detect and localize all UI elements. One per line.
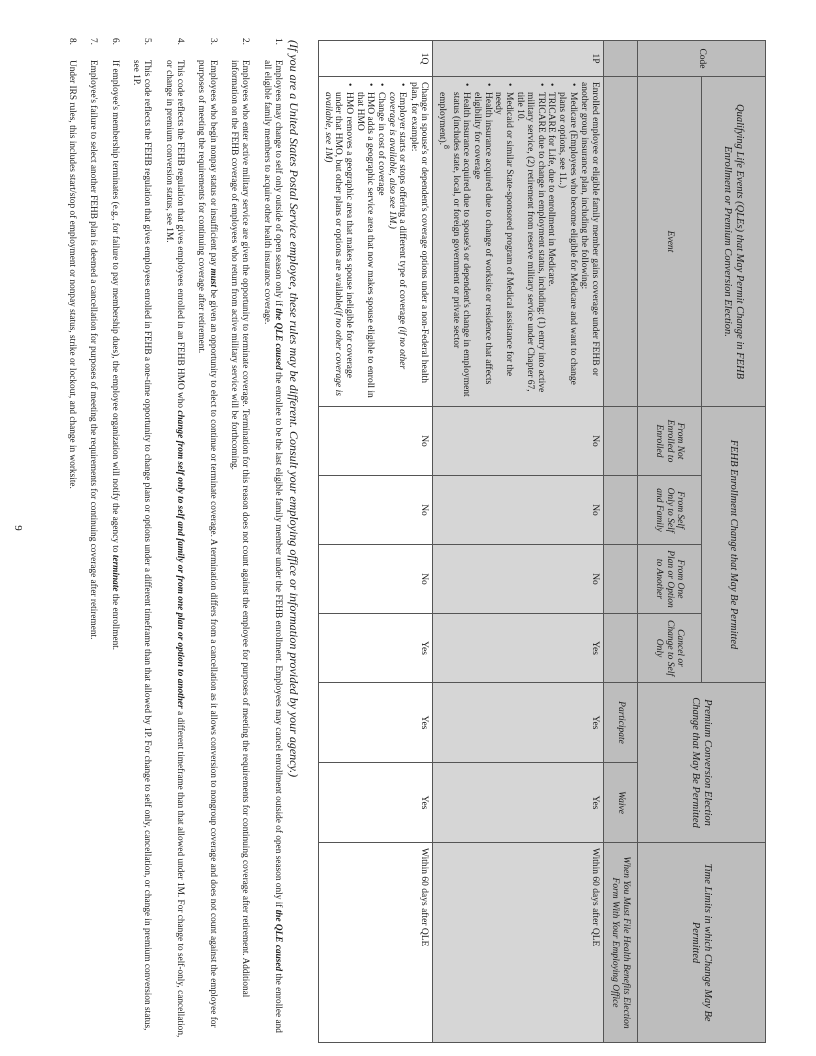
footnote-number: 6. — [109, 38, 120, 45]
qle-table — [318, 40, 766, 1043]
footnote: 5. This code reflects the FEHB regulation that gives employees enrolled in FEHB a one-time opportunity to change plans or options under a different timeframe than that allowed by 1P. For change to self only, cancellation, or change in premium conversion status, see 1P. — [131, 38, 153, 1031]
value-cell: Yes — [433, 763, 604, 843]
fehb-col-header: Cancel or Change to Self Only — [638, 614, 702, 683]
value-cell: No — [433, 476, 604, 545]
footnote: 4. This code reflects the FEHB regulation that gives employees enrolled in an FEHB HMO who change from self only to self and family or from one plan or option to another a different timeframe than that allowed under 1M. For change to self-only, cancellation, or change in premium conversion status, see 1M. — [163, 38, 186, 1038]
fehb-col-header: From Not Enrolled to Enrolled — [638, 407, 702, 476]
event-intro: Enrolled employee or eligible family member gains coverage under FEHB or another group insurance plan, including the following: — [579, 82, 600, 376]
value-cell: No — [319, 545, 433, 614]
table-row — [433, 41, 604, 1043]
pc-col-header: Participate — [604, 683, 638, 763]
fehb-group-header: FEHB Enrollment Change that May Be Permitted — [702, 407, 766, 683]
footnote: 2. Employees who enter active military service are given the opportunity to terminate coverage. Termination for this reason does not count against the employee for purposes of meeting the requirements for continuing coverage after retirement. Additional information on the FEHB coverage of employees who return from active military service will be forthcoming. — [229, 38, 251, 998]
event-item: • Employer starts or stops offering a different type of coverage (if no other coverage is available, also see 1M.) — [386, 92, 407, 401]
value-cell: Yes — [319, 614, 433, 683]
event-cell — [433, 77, 604, 407]
table-title: Qualifying Life Events (QLEs) that May Permit Change in FEHB Enrollment or Premium Conversion Election. — [702, 77, 766, 407]
footnote-number: 3. — [207, 38, 218, 45]
value-cell: Yes — [433, 683, 604, 763]
footnote: 1. Employees may change to self only outside of open season only if the QLE caused the enrollee to be the last eligible family member under the FEHB enrollment. Employees may cancel enrollment outside of open season only if the QLE caused the enrollee and all eligible family members to acquire other health insurance coverage. — [261, 38, 283, 1033]
event-item: • HMO removes a geographic area that makes spouse ineligible for coverage under that HMO, but other plans or options are available(if no other coverage is available, see 1M) — [322, 92, 354, 401]
value-cell: No — [319, 476, 433, 545]
event-item: • Medicare (Employees who become eligible for Medicare and want to change plans or options, see 1L.) — [557, 92, 578, 401]
note-mark: 8 — [442, 145, 452, 149]
footnote: 8. Under IRS rules, this includes start/stop of employment or nonpay status, strike or lockout, and change in worksite. — [67, 38, 78, 489]
fehb-col-header: From One Plan or Option to Another — [638, 545, 702, 614]
footnote-number: 5. — [142, 38, 153, 45]
footnote: 7. Employee's failure to select another FEHB plan is deemed a cancellation for purposes of meeting the requirements for continuing coverage after retirement. — [88, 38, 99, 640]
event-cell — [319, 77, 433, 407]
event-item: • TRICARE for Life, due to enrollment in Medicare. — [546, 92, 557, 401]
time-sub-header: When You Must File Health Benefits Election Form With Your Employing Office — [604, 843, 638, 1043]
code-header: Code — [638, 41, 766, 77]
row-code: 1P — [433, 41, 604, 77]
row-code: 1Q — [319, 41, 433, 77]
footnote-number: 2. — [240, 38, 251, 45]
value-cell: No — [433, 407, 604, 476]
value-cell: Yes — [319, 683, 433, 763]
fehb-col-header: From Self Only to Self and Family — [638, 476, 702, 545]
event-item: • TRICARE due to change in employment status, including: (1) entry into active military service, (2) retirement from reserve military service under Chapter 67, title 10. — [514, 92, 546, 401]
usps-note: (If you are a United States Postal Service employee, these rules may be different. Consult your employing office or information provided by your agency.) — [287, 40, 301, 778]
footnote-number: 1. — [273, 38, 283, 45]
event-item: • Health insurance acquired due to spouse's or dependent's change in employment status (includes state, local, or foreign government or private sector employment).$^8$ — [436, 92, 471, 401]
time-cell: Within 60 days after QLE — [319, 843, 433, 1043]
event-item: • HMO adds a geographic service area that now makes spouse eligible to enroll in that HMO — [354, 92, 375, 401]
footnote-number: 4. — [175, 38, 186, 45]
event-item: • Medicaid or similar State-sponsored program of Medical assistance for the needy — [493, 92, 514, 401]
time-group-header: Time Limits in which Change May Be Permitted — [638, 843, 766, 1043]
value-cell: No — [433, 545, 604, 614]
event-intro: Change in spouse's or dependent's coverage options under a non-Federal health plan, for example: — [408, 82, 430, 384]
page-number: 9 — [12, 525, 24, 531]
table-row — [319, 41, 433, 1043]
event-header: Event — [638, 77, 702, 407]
time-cell: Within 60 days after QLE — [433, 843, 604, 1043]
footnote-number: 8. — [67, 38, 78, 45]
footnotes — [56, 38, 283, 1038]
footnote-number: 7. — [88, 38, 99, 45]
footnote: 6. If employee's membership terminates (e.g., for failure to pay membership dues), the employee organization will notify the agency to terminate the enrollment. — [109, 38, 120, 651]
pc-col-header: Waive — [604, 763, 638, 843]
value-cell: No — [319, 407, 433, 476]
value-cell: Yes — [433, 614, 604, 683]
event-item: • Change in cost of coverage — [375, 92, 386, 401]
value-cell: Yes — [319, 763, 433, 843]
event-item: • Health insurance acquired due to change of worksite or residence that affects eligibility for coverage — [472, 92, 493, 401]
pc-group-header: Premium Conversion Election Change that May Be Permitted — [638, 683, 766, 843]
footnote: 3. Employees who begin nonpay status or insufficient pay must be given an opportunity to elect to continue or terminate coverage. A termination differs from a cancellation as it allows conversion to nongroup coverage and does not count against the employee for purposes of meeting the requirements for continuing coverage after retirement. — [196, 38, 218, 1028]
